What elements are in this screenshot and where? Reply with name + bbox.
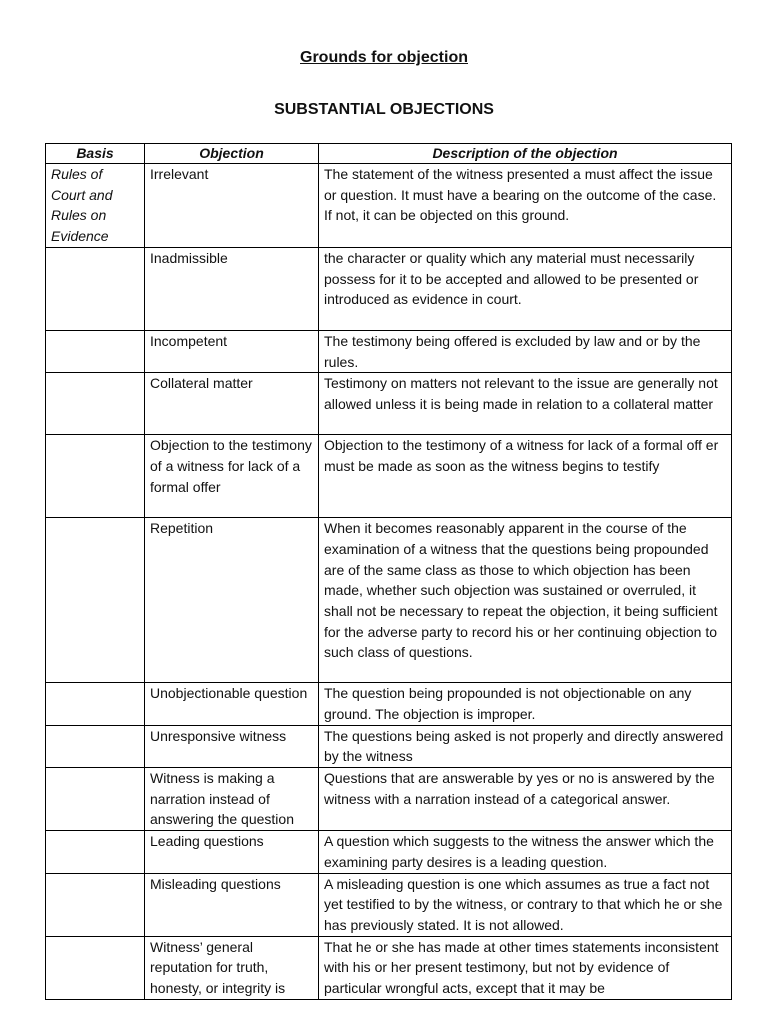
table-row xyxy=(46,831,732,873)
description-cell: The testimony being offered is excluded by law and or by the rules. xyxy=(319,330,732,372)
objection-cell: Inadmissible xyxy=(145,247,319,330)
table-row xyxy=(46,518,732,683)
basis-cell-empty xyxy=(46,373,145,435)
basis-cell-empty xyxy=(46,725,145,767)
basis-cell: Rules of Court and Rules on Evidence xyxy=(46,164,145,248)
description-cell: The questions being asked is not properly and directly answered by the witness xyxy=(319,725,732,767)
objection-cell: Objection to the testimony of a witness for lack of a formal offer xyxy=(145,435,319,518)
description-cell: A question which suggests to the witness the answer which the examining party desires is a leading question. xyxy=(319,831,732,873)
table-row xyxy=(46,435,732,518)
section-title: SUBSTANTIAL OBJECTIONS xyxy=(274,101,494,118)
description-cell: Questions that are answerable by yes or no is answered by the witness with a narration instead of a categorical answer. xyxy=(319,768,732,831)
table-row xyxy=(46,330,732,372)
table-row xyxy=(46,873,732,936)
basis-cell-empty xyxy=(46,936,145,999)
objection-cell: Collateral matter xyxy=(145,373,319,435)
table-row xyxy=(46,683,732,725)
description-cell: Testimony on matters not relevant to the issue are generally not allowed unless it is being made in relation to a collateral matter xyxy=(319,373,732,435)
basis-cell-empty xyxy=(46,330,145,372)
table-header-row xyxy=(46,144,732,164)
objection-cell: Misleading questions xyxy=(145,873,319,936)
objection-cell: Repetition xyxy=(145,518,319,683)
objections-table xyxy=(45,143,732,1000)
basis-cell-empty xyxy=(46,435,145,518)
description-cell: The question being propounded is not objectionable on any ground. The objection is improper. xyxy=(319,683,732,725)
description-cell: A misleading question is one which assumes as true a fact not yet testified to by the witness, or contrary to that which he or she has previously stated. It is not allowed. xyxy=(319,873,732,936)
objection-cell: Unobjectionable question xyxy=(145,683,319,725)
basis-cell-empty xyxy=(46,518,145,683)
header-basis: Basis xyxy=(46,144,145,164)
description-cell: Objection to the testimony of a witness for lack of a formal off er must be made as soon as the witness begins to testify xyxy=(319,435,732,518)
basis-cell-empty xyxy=(46,247,145,330)
objection-cell: Witness’ general reputation for truth, honesty, or integrity is xyxy=(145,936,319,999)
description-cell: That he or she has made at other times statements inconsistent with his or her present testimony, but not by evidence of particular wrongful acts, except that it may be xyxy=(319,936,732,999)
objection-cell: Witness is making a narration instead of answering the question xyxy=(145,768,319,831)
description-cell: The statement of the witness presented a must affect the issue or question. It must have a bearing on the outcome of the case. If not, it can be objected on this ground. xyxy=(319,164,732,248)
basis-cell-empty xyxy=(46,683,145,725)
header-objection: Objection xyxy=(145,144,319,164)
objection-cell: Unresponsive witness xyxy=(145,725,319,767)
document-title: Grounds for objection xyxy=(300,49,468,66)
table-row xyxy=(46,725,732,767)
objection-cell: Incompetent xyxy=(145,330,319,372)
description-cell: the character or quality which any material must necessarily possess for it to be accepted and allowed to be presented or introduced as evidence in court. xyxy=(319,247,732,330)
basis-cell-empty xyxy=(46,768,145,831)
table-row xyxy=(46,936,732,999)
objection-cell: Irrelevant xyxy=(145,164,319,248)
table-row xyxy=(46,164,732,248)
objection-cell: Leading questions xyxy=(145,831,319,873)
table-row xyxy=(46,373,732,435)
basis-cell-empty xyxy=(46,873,145,936)
header-description: Description of the objection xyxy=(319,144,732,164)
basis-cell-empty xyxy=(46,831,145,873)
table-row xyxy=(46,768,732,831)
description-cell: When it becomes reasonably apparent in the course of the examination of a witness that the questions being propounded are of the same class as those to which objection has been made, whether such objection was sustained or overruled, it shall not be necessary to repeat the objection, it being sufficient for the adverse party to record his or her continuing objection to such class of questions. xyxy=(319,518,732,683)
table-row xyxy=(46,247,732,330)
